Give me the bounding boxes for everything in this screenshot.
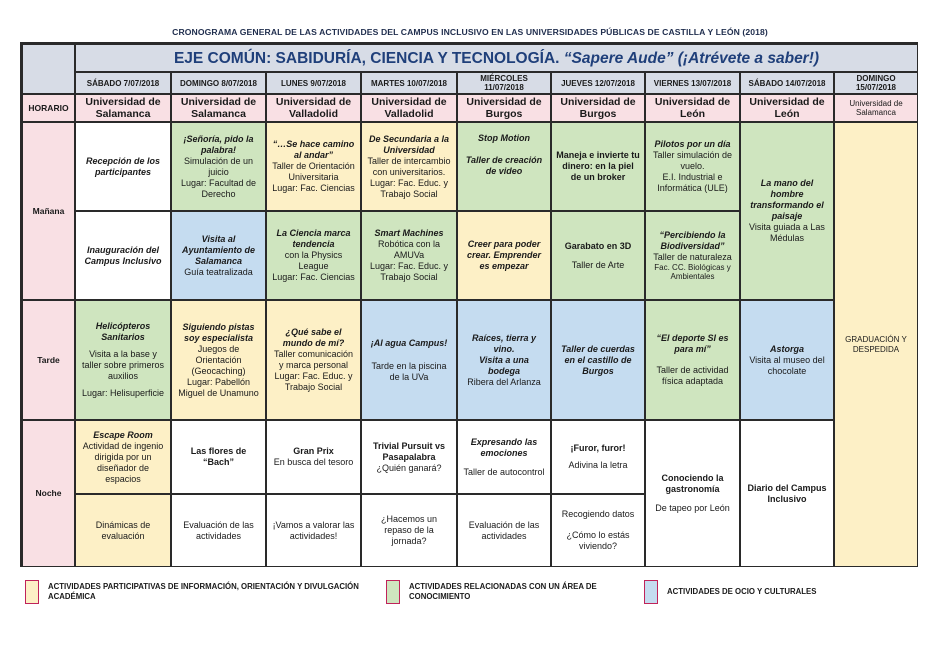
axis-header (75, 44, 918, 72)
activity-title: Recepción de los participantes (85, 155, 161, 177)
legend-blue: ACTIVIDADES DE OCIO Y CULTURALES (667, 587, 817, 596)
activity-title: Pilotos por un día (654, 139, 731, 149)
graduation-cell (834, 122, 918, 567)
activity-place: Lugar: Fac. Educ. y Trabajo Social (369, 261, 449, 282)
activity-cell (457, 122, 551, 211)
activity-cell (171, 122, 266, 211)
activity-title: ¡Al agua Campus! (370, 337, 448, 348)
activity-detail: Taller de creación de video (465, 155, 543, 176)
activity-detail: Robótica con la AMUVa (377, 239, 441, 260)
activity-cell (361, 420, 457, 494)
activity-detail: Taller simulación de vuelo. (652, 150, 733, 171)
activity-detail: Taller de actividad física adaptada (656, 365, 729, 386)
activity-detail: En busca del tesoro (273, 457, 354, 467)
activity-title: “Percibiendo la Biodiversidad” (659, 229, 726, 251)
schedule-table (20, 42, 918, 567)
uni-4: Universidad de Valladolid (361, 94, 457, 122)
slot-night: Noche (22, 420, 75, 567)
activity-title: Conociendo la gastronomía (661, 473, 724, 494)
activity-title: Creer para poder crear. Emprender es empezar (466, 239, 542, 271)
activity-title: Gran Prix (293, 446, 334, 456)
legend-green: ACTIVIDADES RELACIONADAS CON UN ÁREA DE CONOCIMIENTO (409, 582, 597, 601)
activity-cell (171, 211, 266, 300)
activity-detail: Visita guiada a Las Médulas (749, 222, 825, 243)
activity-detail: ¿Quién ganará? (376, 462, 442, 473)
uni-7: Universidad de León (645, 94, 740, 122)
activity-place: Lugar: Fac. Educ. y Trabajo Social (369, 177, 449, 199)
activity-detail: Recogiendo datos (561, 509, 635, 519)
activity-cell (361, 494, 457, 567)
day-7: VIERNES 13/07/2018 (645, 72, 740, 94)
day-1: SÁBADO 7/07/2018 (75, 72, 171, 94)
activity-detail: Taller de Orientación Universitaria (272, 161, 355, 182)
activity-title: “El deporte SI es para mí” (656, 333, 729, 354)
horario-label: HORARIO (22, 94, 75, 122)
day-9: DOMINGO 15/07/2018 (834, 72, 918, 94)
activity-detail: con la Physics League (284, 250, 343, 271)
activity-detail: Dinámicas de evaluación (95, 519, 151, 541)
uni-1: Universidad de Salamanca (75, 94, 171, 122)
activity-cell (740, 122, 834, 300)
uni-3: Universidad de Valladolid (266, 94, 361, 122)
activity-detail: Taller comunicación y marca personal (273, 349, 354, 370)
activity-detail: ¿Hacemos un repaso de la jornada? (380, 514, 438, 546)
activity-place: Ribera del Arlanza (467, 376, 541, 387)
uni-2: Universidad de Salamanca (171, 94, 266, 122)
activity-title: ¿Qué sabe el mundo de mí? (282, 327, 345, 348)
axis-motto: “Sapere Aude” (¡Atrévete a saber!) (563, 49, 820, 67)
activity-cell (457, 420, 551, 494)
activity-title: Helicópteros Sanitarios (95, 321, 151, 342)
activity-detail: Juegos de Orientación (Geocaching) (191, 343, 246, 376)
activity-title: Stop Motion (478, 133, 530, 143)
activity-place: Lugar: Facultad de Derecho (180, 177, 257, 199)
day-3: LUNES 9/07/2018 (266, 72, 361, 94)
activity-title: Raíces, tierra y vino. (471, 332, 537, 354)
activity-title: Las flores de “Bach” (190, 446, 247, 467)
activity-title: Garabato en 3D (564, 240, 632, 251)
activity-title: Inauguración del Campus Inclusivo (84, 244, 162, 266)
activity-title: Expresando las emociones (470, 436, 538, 458)
day-8: SÁBADO 14/07/2018 (740, 72, 834, 94)
uni-9: Universidad de Salamanca (834, 94, 918, 122)
activity-cell (740, 420, 834, 567)
activity-title: Smart Machines (374, 228, 444, 238)
activity-cell (551, 494, 645, 567)
activity-title: La Ciencia marca tendencia (276, 228, 351, 249)
activity-title-2: Visita a una bodega (479, 354, 529, 376)
activity-cell (740, 300, 834, 420)
legend-swatch-yellow (25, 580, 39, 604)
activity-cell (75, 300, 171, 420)
activity-cell (266, 420, 361, 494)
activity-detail: Evaluación de las actividades (468, 519, 540, 541)
activity-place: Lugar: Pabellón Miguel de Unamuno (178, 376, 259, 398)
uni-6: Universidad de Burgos (551, 94, 645, 122)
activity-title: ¡Furor, furor! (570, 443, 626, 453)
day-2: DOMINGO 8/07/2018 (171, 72, 266, 94)
activity-title: GRADUACIÓN Y DESPEDIDA (845, 335, 907, 354)
activity-title: Visita al Ayuntamiento de Salamanca (181, 233, 255, 266)
activity-cell (266, 494, 361, 567)
activity-detail: Tarde en la piscina de la UVa (371, 360, 447, 382)
corner-cell (22, 44, 75, 94)
day-4: MARTES 10/07/2018 (361, 72, 457, 94)
activity-cell (551, 420, 645, 494)
activity-cell (75, 420, 171, 494)
legend-swatch-green (386, 580, 400, 604)
activity-title: ¡Señoría, pido la palabra! (183, 133, 254, 155)
activity-detail: Taller de naturaleza (653, 251, 732, 262)
activity-detail: Taller de intercambio con universitarios. (367, 155, 451, 177)
activity-cell (171, 300, 266, 420)
activity-cell (457, 300, 551, 420)
activity-cell (457, 494, 551, 567)
activity-place: Fac. CC. Biológicas y Ambientales (654, 262, 731, 281)
activity-detail: Simulación de un juicio (183, 155, 254, 177)
activity-title: Siguiendo pistas soy especialista (182, 321, 255, 343)
activity-title: Trivial Pursuit vs Pasapalabra (372, 440, 446, 462)
activity-place: Lugar: Fac. Ciencias (272, 272, 355, 282)
activity-title: Astorga (769, 343, 804, 354)
activity-title: Maneja e invierte tu dinero: en la piel de un broker (556, 150, 640, 182)
activity-cell (266, 211, 361, 300)
day-6: JUEVES 12/07/2018 (551, 72, 645, 94)
slot-morning: Mañana (22, 122, 75, 300)
activity-cell (266, 122, 361, 211)
activity-cell (266, 300, 361, 420)
activity-place: E.I. Industrial e Informática (ULE) (657, 172, 728, 193)
activity-title: “…Se hace camino al andar” (272, 139, 355, 160)
activity-cell (457, 211, 551, 300)
activity-cell (551, 300, 645, 420)
activity-cell (645, 211, 740, 300)
activity-detail: Actividad de ingenio dirigida por un diseñador de espacios (82, 440, 164, 484)
activity-place: Lugar: Helisuperficie (81, 388, 165, 398)
activity-title: Taller de cuerdas en el castillo de Burgos (561, 343, 635, 376)
activity-title: De Secundaria a la Universidad (368, 133, 450, 155)
activity-detail: Evaluación de las actividades (183, 519, 254, 541)
activity-cell (75, 494, 171, 567)
activity-cell (361, 122, 457, 211)
activity-place: Lugar: Fac. Ciencias (272, 183, 355, 193)
activity-detail: Guía teatralizada (184, 266, 253, 277)
activity-detail: Taller de Arte (571, 259, 625, 270)
activity-place: Lugar: Fac. Educ. y Trabajo Social (274, 371, 353, 392)
legend-yellow: ACTIVIDADES PARTICIPATIVAS DE INFORMACIÓN, ORIENTACIÓN Y DIVULGACIÓN ACADÉMICA (48, 582, 359, 601)
activity-cell (645, 300, 740, 420)
activity-title: Escape Room (93, 429, 153, 440)
uni-8: Universidad de León (740, 94, 834, 122)
activity-cell (171, 494, 266, 567)
activity-cell (361, 211, 457, 300)
activity-cell (361, 300, 457, 420)
axis-title: EJE COMÚN: SABIDURÍA, CIENCIA Y TECNOLOGÍA. (173, 49, 564, 67)
uni-5: Universidad de Burgos (457, 94, 551, 122)
activity-cell (551, 122, 645, 211)
document-title: CRONOGRAMA GENERAL DE LAS ACTIVIDADES DEL CAMPUS INCLUSIVO EN LAS UNIVERSIDADES PÚBLICAS DE CASTILLA Y LEÓN (2018) (172, 27, 768, 37)
activity-detail: Visita al museo del chocolate (749, 354, 825, 376)
activity-detail: Visita a la base y taller sobre primeros auxilios (81, 349, 165, 381)
activity-title: Diario del Campus Inclusivo (747, 482, 827, 504)
activity-detail: ¡Vamos a valorar las actividades! (272, 519, 355, 541)
legend-swatch-blue (644, 580, 658, 604)
activity-cell (171, 420, 266, 494)
activity-detail: De tapeo por León (655, 503, 730, 513)
activity-cell (75, 211, 171, 300)
activity-title: La mano del hombre transformando el paisaje (750, 178, 824, 221)
activity-cell (645, 420, 740, 567)
activity-cell (551, 211, 645, 300)
day-5: MIÉRCOLES 11/07/2018 (457, 72, 551, 94)
activity-cell (645, 122, 740, 211)
activity-detail: Taller de autocontrol (463, 466, 545, 477)
slot-afternoon: Tarde (22, 300, 75, 420)
activity-detail: Adivina la letra (568, 460, 628, 470)
activity-cell (75, 122, 171, 211)
activity-detail-2: ¿Cómo lo estás viviendo? (566, 530, 630, 551)
